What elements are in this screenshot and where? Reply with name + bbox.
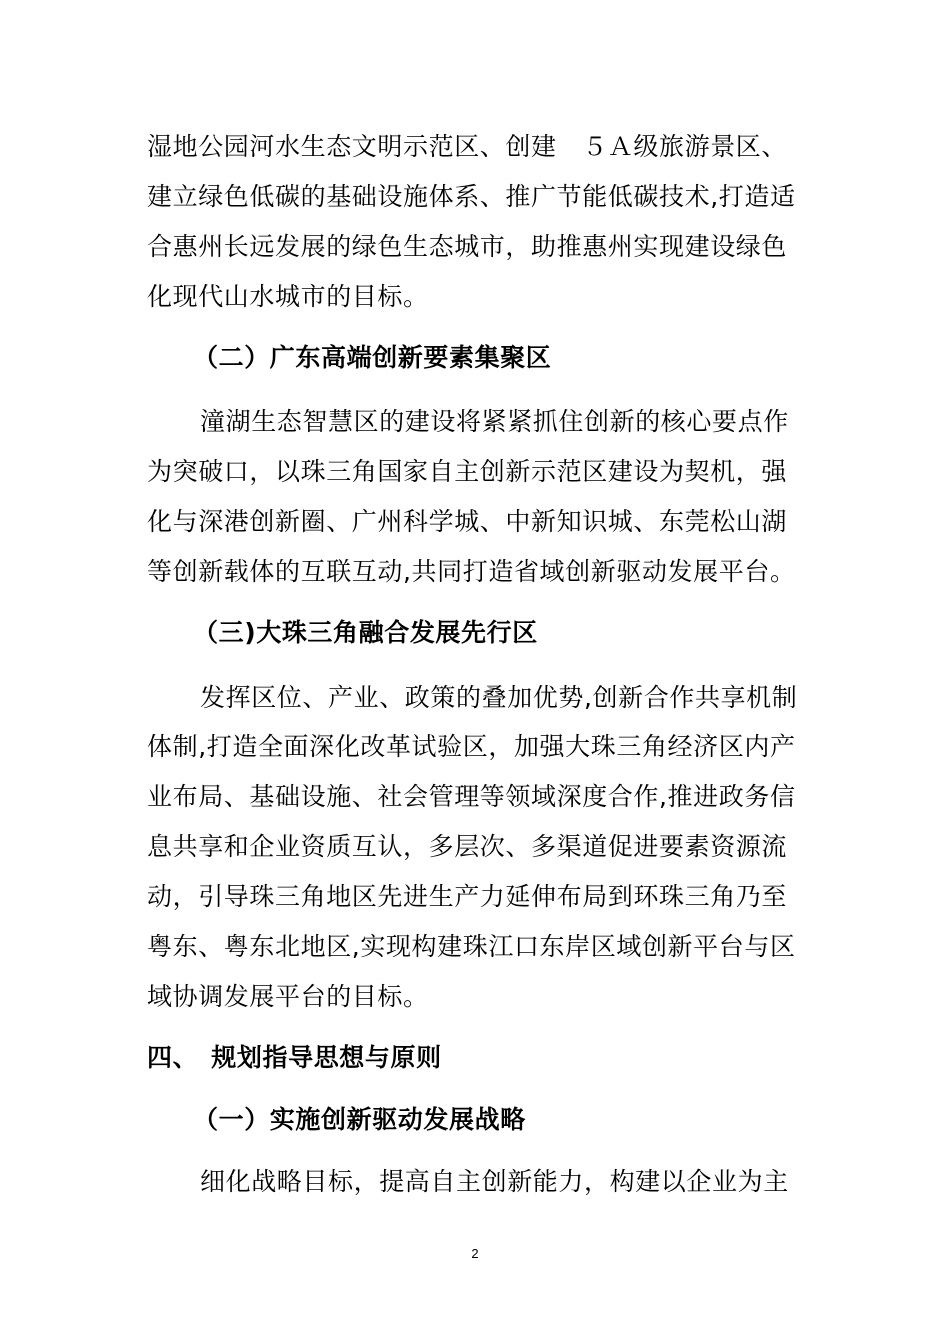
section-heading: （一）实施创新驱动发展战略 [193, 1105, 526, 1134]
body-text-line: 体制,打造全面深化改革试验区，加强大珠三角经济区内产 [147, 732, 796, 761]
body-text-line: 粤东、粤东北地区,实现构建珠江口东岸区域创新平台与区 [147, 932, 796, 961]
body-text-line: 息共享和企业资质互认，多层次、多渠道促进要素资源流 [147, 832, 788, 861]
page-number: 2 [471, 1246, 479, 1261]
body-text-line: 潼湖生态智慧区的建设将紧紧抓住创新的核心要点作 [200, 407, 789, 436]
body-text-line: 为突破口，以珠三角国家自主创新示范区建设为契机，强 [147, 457, 788, 486]
body-text-line: 业布局、基础设施、社会管理等领域深度合作,推进政务信 [147, 782, 796, 811]
body-text-line: 域协调发展平台的目标。 [147, 982, 429, 1011]
body-text-line: 发挥区位、产业、政策的叠加优势,创新合作共享机制 [200, 683, 798, 712]
chapter-heading: 四、 规划指导思想与原则 [147, 1043, 442, 1072]
body-text-line: 等创新载体的互联互动,共同打造省域创新驱动发展平台。 [147, 557, 796, 586]
section-heading: （二）广东高端创新要素集聚区 [193, 343, 552, 372]
body-text-line: 化现代山水城市的目标。 [147, 282, 429, 311]
body-text-line: 合惠州长远发展的绿色生态城市，助推惠州实现建设绿色 [147, 232, 788, 261]
body-text-line: 细化战略目标，提高自主创新能力，构建以企业为主 [200, 1167, 789, 1196]
body-text-line: 建立绿色低碳的基础设施体系、推广节能低碳技术,打造适 [147, 182, 796, 211]
body-text-line: 动，引导珠三角地区先进生产力延伸布局到环珠三角乃至 [147, 882, 788, 911]
section-heading: （三)大珠三角融合发展先行区 [193, 618, 538, 647]
body-text-line: 化与深港创新圈、广州科学城、中新知识城、东莞松山湖 [147, 507, 788, 536]
body-text-line: 湿地公园河水生态文明示范区、创建 ５Ａ级旅游景区、 [147, 132, 788, 161]
